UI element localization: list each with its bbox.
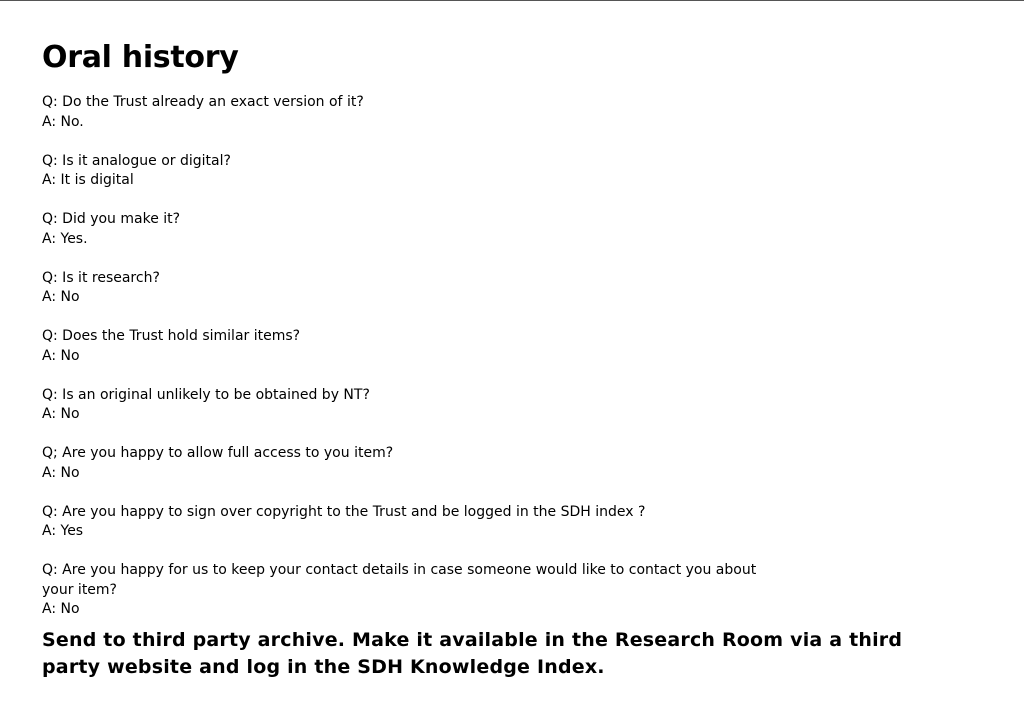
page-title: Oral history bbox=[42, 40, 239, 75]
qa-item bbox=[42, 386, 942, 425]
qa-item bbox=[42, 152, 942, 191]
question-text: Q: Are you happy for us to keep your contact details in case someone would like to contact you about your item? bbox=[42, 562, 757, 598]
question-text: Q: Does the Trust hold similar items? bbox=[42, 328, 301, 344]
qa-item bbox=[42, 327, 942, 366]
conclusion-text: Send to third party archive. Make it available in the Research Room via a third party website and log in the SDH Knowledge Index. bbox=[42, 628, 903, 678]
question-text: Q: Is an original unlikely to be obtained by NT? bbox=[42, 386, 370, 403]
answer-text: A: Yes. bbox=[42, 230, 88, 247]
answer-text: A: No bbox=[42, 406, 80, 422]
qa-item bbox=[42, 503, 942, 542]
answer-text: A: No. bbox=[42, 113, 84, 130]
qa-item bbox=[42, 444, 942, 483]
answer-text: A: No bbox=[42, 347, 80, 364]
qa-item bbox=[42, 561, 942, 620]
question-text: Q: Is it analogue or digital? bbox=[42, 152, 231, 169]
question-text: Q: Are you happy to sign over copyright to the Trust and be logged in the SDH index ? bbox=[42, 503, 646, 520]
qa-item bbox=[42, 93, 942, 132]
document-page bbox=[42, 38, 942, 681]
answer-text: A: No bbox=[42, 601, 80, 617]
qa-item bbox=[42, 210, 942, 249]
top-border-rule bbox=[0, 0, 1024, 1]
question-text: Q: Did you make it? bbox=[42, 211, 181, 227]
answer-text: A: No bbox=[42, 464, 80, 481]
question-text: Q: Do the Trust already an exact version of it? bbox=[42, 94, 364, 110]
answer-text: A: It is digital bbox=[42, 172, 134, 188]
question-text: Q; Are you happy to allow full access to you item? bbox=[42, 445, 394, 461]
question-text: Q: Is it research? bbox=[42, 269, 160, 286]
qa-item bbox=[42, 269, 942, 308]
answer-text: A: Yes bbox=[42, 523, 84, 539]
qa-list bbox=[42, 93, 942, 620]
answer-text: A: No bbox=[42, 289, 80, 305]
